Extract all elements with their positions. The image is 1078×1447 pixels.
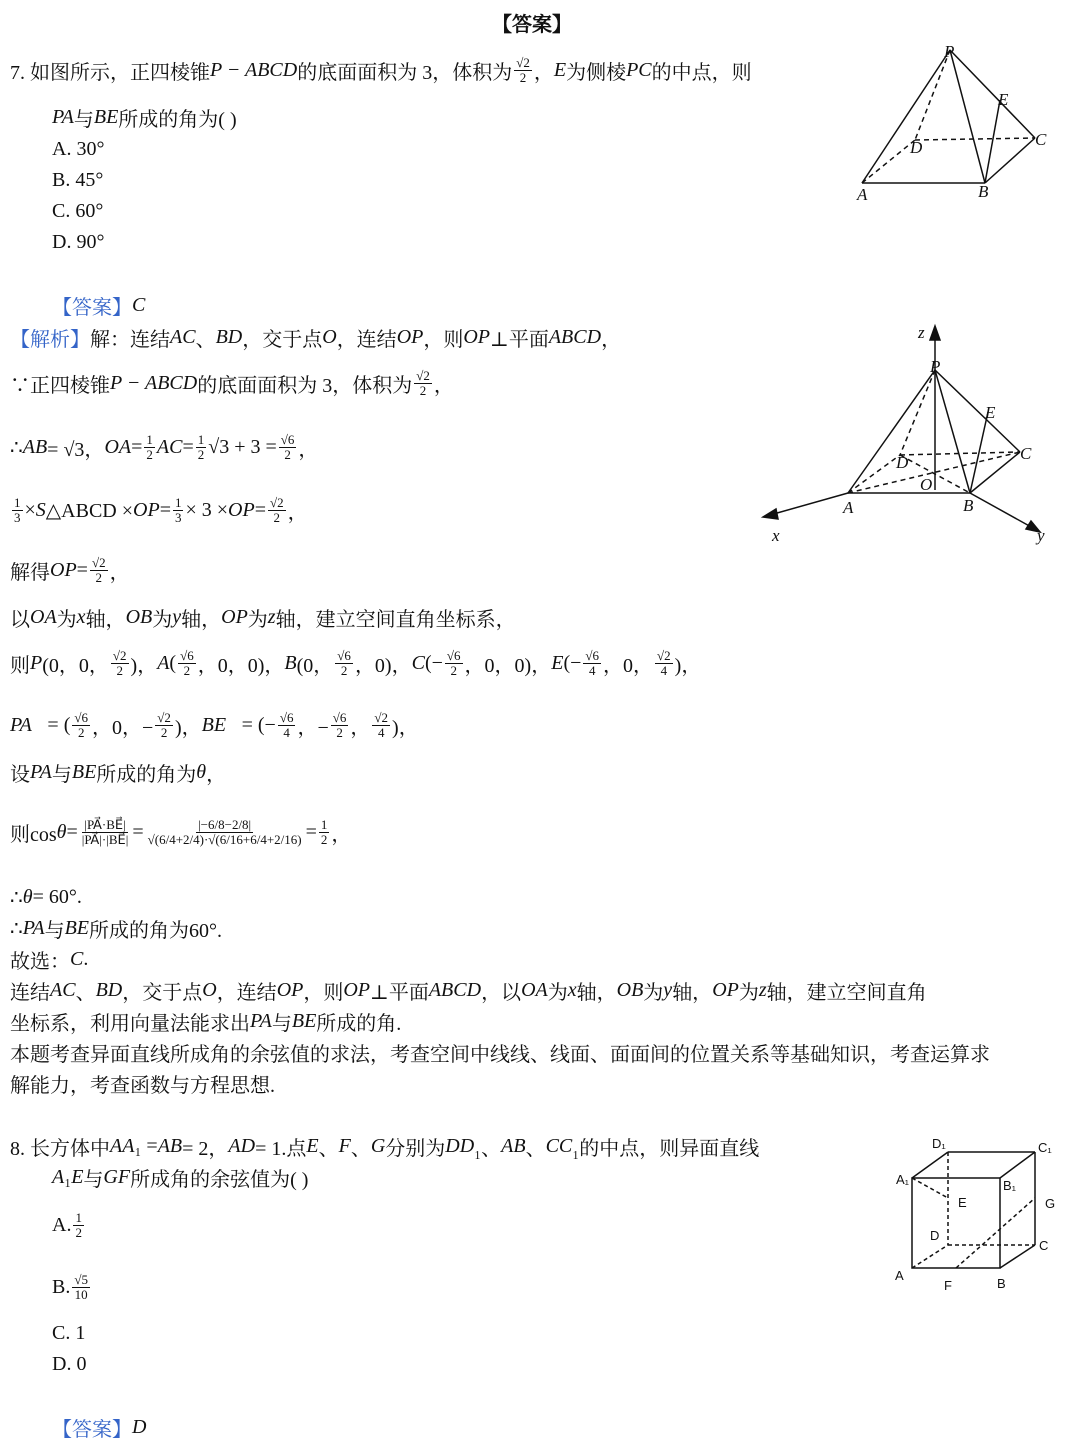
figure-label-p: P xyxy=(930,357,941,376)
text: 坐标系，利用向量法能求出 xyxy=(10,1012,250,1035)
text: ₁、 xyxy=(474,1137,502,1160)
math-symbol: AD xyxy=(228,1134,256,1157)
numerator: |PA⃗·BE⃗| xyxy=(84,816,126,832)
text: = xyxy=(131,435,143,458)
math-symbol: E xyxy=(306,1134,319,1157)
text: 的底面面积为 3，体积为 xyxy=(297,61,513,84)
numerator: √6 xyxy=(446,647,461,663)
text: ⊥平面 xyxy=(370,981,429,1004)
text: ，0，− xyxy=(92,716,154,739)
text: 所成的角为60°. xyxy=(89,919,223,942)
math-symbol: AA xyxy=(110,1134,135,1157)
math-symbol: x xyxy=(567,978,577,1001)
numerator: √6 xyxy=(585,647,600,663)
math-symbol: BD xyxy=(95,978,123,1001)
text: 8. 长方体中 xyxy=(10,1137,110,1160)
denominator: 10 xyxy=(74,1286,88,1302)
math-symbol: OP xyxy=(133,498,160,521)
figure-label-x: x xyxy=(772,526,780,545)
text: ₁ = xyxy=(134,1134,158,1157)
denominator: 2 xyxy=(75,1224,82,1240)
text: = 1.点 xyxy=(255,1137,307,1160)
math-symbol: OP xyxy=(396,325,424,348)
math-symbol: ABCD xyxy=(548,325,602,348)
denominator: 3 xyxy=(14,509,21,525)
math-symbol: C xyxy=(411,651,425,674)
math-symbol: S xyxy=(35,498,46,521)
figure-label-a: A xyxy=(843,498,854,517)
numerator: √2 xyxy=(91,554,106,570)
text: ，交于点 xyxy=(122,981,203,1004)
math-symbol: OB xyxy=(616,978,644,1001)
math-symbol: AB xyxy=(157,1134,183,1157)
math-symbol: BE xyxy=(93,105,119,128)
text: = 60°. xyxy=(32,885,82,908)
math-symbol: PC xyxy=(626,58,652,81)
denominator: 2 xyxy=(160,724,168,740)
text: B. 45° xyxy=(52,168,104,191)
numerator: √2 xyxy=(516,54,530,70)
text: 为 xyxy=(247,608,268,631)
text: A. xyxy=(52,1213,72,1236)
math-symbol: y xyxy=(172,605,182,628)
math-symbol: E xyxy=(71,1165,84,1188)
figure-label-c: C xyxy=(1035,130,1047,149)
answer-header: 【答案】 xyxy=(492,13,572,36)
text: = xyxy=(305,820,317,843)
text: ₁的中点，则异面直线 xyxy=(572,1137,760,1160)
numerator: √2 xyxy=(374,709,389,725)
numerator: √2 xyxy=(416,367,430,383)
text: ， xyxy=(298,438,319,461)
math-symbol: D xyxy=(132,1415,147,1438)
numerator: √6 xyxy=(280,431,295,447)
text: × xyxy=(24,498,36,521)
text: . xyxy=(83,947,89,970)
math-symbol: OB xyxy=(125,605,153,628)
text: ， xyxy=(350,716,371,739)
math-symbol: PA⃗ xyxy=(10,713,48,736)
text: = xyxy=(182,435,194,458)
math-symbol: OA xyxy=(104,435,132,458)
text: ∴ xyxy=(10,436,23,459)
denominator: 3 xyxy=(174,509,182,525)
figure-label-a: A xyxy=(857,185,868,204)
math-symbol: PA xyxy=(30,760,52,783)
math-symbol: OA xyxy=(521,978,548,1001)
text: √3 + 3 = xyxy=(208,435,277,458)
text: = xyxy=(254,498,266,521)
text: 分别为 xyxy=(385,1137,446,1160)
pyramid-figure xyxy=(862,50,1035,183)
numerator: √6 xyxy=(279,709,294,725)
denominator: 2 xyxy=(284,446,291,462)
text: ， xyxy=(601,328,622,351)
figure-label-a1: A₁ xyxy=(896,1172,910,1187)
text: ∴ xyxy=(10,917,23,940)
denominator: 2 xyxy=(77,724,85,740)
text: = √3， xyxy=(47,438,105,461)
numerator: 1 xyxy=(174,494,182,510)
numerator: √6 xyxy=(337,647,351,663)
math-symbol: ABCD xyxy=(428,978,482,1001)
denominator: 2 xyxy=(519,69,527,85)
text: 的底面面积为 3，体积为 xyxy=(197,374,413,397)
text: 、 xyxy=(350,1137,371,1160)
text: 7. 如图所示，正四棱锥 xyxy=(10,61,210,84)
text: × 3 × xyxy=(185,498,229,521)
denominator: 2 xyxy=(197,446,205,462)
figure-label-e: E xyxy=(998,90,1009,109)
coordinate-pyramid-figure xyxy=(763,326,1040,532)
figure-label-d: D xyxy=(896,453,909,472)
numerator: √6 xyxy=(180,647,194,663)
text: 与 xyxy=(51,763,72,786)
text: ， xyxy=(109,561,130,584)
math-symbol: AC xyxy=(156,435,183,458)
math-symbol: BE⃗ xyxy=(201,713,242,736)
figure-label-e: E xyxy=(985,403,996,422)
text: 与 xyxy=(83,1168,104,1191)
math-symbol: y xyxy=(663,978,673,1001)
text: ，以 xyxy=(481,981,522,1004)
text: 与 xyxy=(44,919,65,942)
figure-label-b: B xyxy=(978,182,989,201)
text: C. 1 xyxy=(52,1321,86,1344)
text: 轴， xyxy=(85,608,126,631)
math-symbol: E xyxy=(551,651,564,674)
math-symbol: G xyxy=(370,1134,386,1157)
text: ， xyxy=(433,374,454,397)
math-symbol: CC xyxy=(545,1134,573,1157)
math-symbol: OP xyxy=(343,978,371,1001)
numerator: √2 xyxy=(269,494,284,510)
math-symbol: PA xyxy=(52,105,74,128)
denominator: 2 xyxy=(273,509,281,525)
text: = ( xyxy=(47,713,71,736)
text: = xyxy=(159,498,171,521)
numerator: √2 xyxy=(157,709,171,725)
text: ，则 xyxy=(423,328,464,351)
text: 轴， xyxy=(672,981,713,1004)
text: ，− xyxy=(297,716,329,739)
math-symbol: OA xyxy=(30,605,57,628)
math-symbol: AB xyxy=(22,435,48,458)
denominator: 2 xyxy=(419,382,427,398)
denominator: 2 xyxy=(320,831,328,847)
text: )， xyxy=(130,654,158,677)
text: 的中点，则 xyxy=(651,61,752,84)
math-symbol: E xyxy=(553,58,567,81)
math-symbol: PA xyxy=(22,916,45,939)
text: ∵正四棱锥 xyxy=(10,374,110,397)
text: 、 xyxy=(318,1137,339,1160)
numerator: 1 xyxy=(14,494,21,510)
text: ，连结 xyxy=(216,981,277,1004)
text: 则cos xyxy=(10,823,57,846)
figure-label-z: z xyxy=(918,323,925,342)
text: (− xyxy=(424,651,443,674)
figure-label-b1: B₁ xyxy=(1003,1178,1017,1193)
math-symbol: PA xyxy=(250,1009,272,1032)
math-symbol: A xyxy=(52,1165,65,1188)
math-symbol: OP xyxy=(50,558,77,581)
text: ， xyxy=(533,61,554,84)
numerator: √6 xyxy=(74,709,89,725)
text: 所成的角. xyxy=(316,1012,402,1035)
figure-label-a: A xyxy=(895,1268,904,1283)
math-symbol: F xyxy=(338,1134,351,1157)
denominator: 2 xyxy=(116,662,123,678)
denominator: 4 xyxy=(377,724,385,740)
text: 所成的角为( ) xyxy=(118,108,237,131)
denominator: √(6/4+2/4)·√(6/16+6/4+2/16) xyxy=(147,831,302,847)
numerator: 1 xyxy=(75,1209,82,1225)
denominator: 4 xyxy=(660,662,668,678)
math-symbol: BE xyxy=(291,1009,317,1032)
denominator: 2 xyxy=(450,662,457,678)
text: ( xyxy=(169,651,177,674)
section-label: 【答案】 xyxy=(52,1418,132,1441)
figure-label-g: G xyxy=(1045,1196,1056,1211)
math-symbol: θ xyxy=(196,760,207,783)
text: 故选： xyxy=(10,950,70,973)
math-symbol: OP xyxy=(221,605,248,628)
text: 所成角的余弦值为( ) xyxy=(130,1168,309,1191)
text: 轴，建立空间直角 xyxy=(766,981,927,1004)
math-symbol: OP xyxy=(276,978,304,1001)
denominator: 2 xyxy=(95,569,103,585)
text: (0， xyxy=(296,654,334,677)
text: 为侧棱 xyxy=(566,61,627,84)
math-symbol: P − ABCD xyxy=(210,58,298,81)
denominator: 4 xyxy=(588,662,596,678)
text: 轴， xyxy=(576,981,617,1004)
cuboid-figure xyxy=(912,1152,1035,1268)
text: ，0)， xyxy=(354,654,412,677)
numerator: 1 xyxy=(320,816,328,832)
math-symbol: DD xyxy=(445,1134,475,1157)
text: ∴ xyxy=(10,886,23,909)
text: 为 xyxy=(152,608,173,631)
text: ₁ xyxy=(64,1165,72,1188)
math-symbol: C xyxy=(132,293,146,316)
text: ，连结 xyxy=(336,328,397,351)
figure-label-e: E xyxy=(958,1195,967,1210)
math-symbol: BD xyxy=(215,325,243,348)
figure-label-c: C xyxy=(1039,1238,1049,1253)
text: D. 90° xyxy=(52,230,105,253)
math-symbol: x xyxy=(76,605,86,628)
text: ，0， xyxy=(603,654,654,677)
text: A. 30° xyxy=(52,137,105,160)
text: (− xyxy=(563,651,582,674)
math-symbol: B xyxy=(284,651,297,674)
math-symbol: P xyxy=(30,651,43,674)
figure-label-o: O xyxy=(920,475,933,494)
numerator: √2 xyxy=(657,647,671,663)
math-symbol: OP xyxy=(712,978,739,1001)
figure-label-c: C xyxy=(1020,444,1032,463)
figure-label-f: F xyxy=(944,1278,952,1293)
text: = (− xyxy=(241,713,276,736)
figure-label-c1: C₁ xyxy=(1038,1140,1052,1155)
text: = xyxy=(132,820,144,843)
denominator: 4 xyxy=(283,724,290,740)
text: 、 xyxy=(75,981,96,1004)
text: )， xyxy=(674,654,702,677)
text: )， xyxy=(174,716,202,739)
text: ， xyxy=(206,763,227,786)
text: 轴， xyxy=(181,608,222,631)
section-label: 【解析】 xyxy=(10,328,90,351)
text: = xyxy=(76,558,88,581)
denominator: 2 xyxy=(340,662,348,678)
text: 解：连结 xyxy=(90,328,170,351)
numerator: 1 xyxy=(197,431,205,447)
denominator: 2 xyxy=(146,446,153,462)
text: 为 xyxy=(56,608,77,631)
text: ，交于点 xyxy=(242,328,323,351)
numerator: √6 xyxy=(332,709,347,725)
text: 以 xyxy=(10,608,30,631)
text: 为 xyxy=(643,981,664,1004)
text: ，0，0)， xyxy=(464,654,552,677)
figure-label-d: D xyxy=(910,138,923,157)
math-symbol: AC xyxy=(50,978,76,1001)
text: 设 xyxy=(10,763,30,786)
math-symbol: BE xyxy=(64,916,90,939)
text: = xyxy=(66,820,78,843)
math-symbol: θ xyxy=(56,820,67,843)
math-symbol: BE xyxy=(71,760,97,783)
text: 轴，建立空间直角坐标系， xyxy=(275,608,516,631)
numerator: √5 xyxy=(74,1271,88,1287)
denominator: |PA⃗|·|BE⃗| xyxy=(81,831,129,847)
text: ， xyxy=(287,501,308,524)
math-symbol: z xyxy=(758,978,767,1001)
text: 、 xyxy=(525,1137,546,1160)
math-symbol: z xyxy=(267,605,276,628)
numerator: 1 xyxy=(146,431,153,447)
text: ， xyxy=(331,823,352,846)
text: 所成的角为 xyxy=(96,763,197,786)
text: 与 xyxy=(73,108,94,131)
text: 解得 xyxy=(10,561,50,584)
denominator: 2 xyxy=(336,724,343,740)
math-symbol: AC xyxy=(170,325,196,348)
figure-label-d1: D₁ xyxy=(932,1136,946,1151)
math-symbol: GF xyxy=(103,1165,131,1188)
math-symbol: OP xyxy=(463,325,491,348)
math-symbol: P − ABCD xyxy=(110,371,198,394)
text: 为 xyxy=(547,981,568,1004)
text: 解能力，考查函数与方程思想. xyxy=(10,1074,275,1097)
text: 连结 xyxy=(10,981,50,1004)
figure-label-b: B xyxy=(963,496,974,515)
text: ⊥平面 xyxy=(490,328,549,351)
text: (0，0， xyxy=(42,654,109,677)
numerator: √2 xyxy=(112,647,127,663)
text: D. 0 xyxy=(52,1352,87,1375)
figure-label-b: B xyxy=(997,1276,1006,1291)
math-symbol: θ xyxy=(22,885,33,908)
text: ，0，0)， xyxy=(197,654,285,677)
text: ，则 xyxy=(303,981,344,1004)
text: 为 xyxy=(738,981,759,1004)
math-symbol: O xyxy=(322,325,337,348)
numerator: |−6/8−2/8| xyxy=(198,816,252,832)
text: C. 60° xyxy=(52,199,104,222)
figure-label-d: D xyxy=(930,1228,940,1243)
math-symbol: OP xyxy=(228,498,255,521)
text: 、 xyxy=(195,328,216,351)
text: 与 xyxy=(271,1012,292,1035)
text: △ABCD × xyxy=(45,499,134,522)
text: B. xyxy=(52,1275,71,1298)
math-symbol: O xyxy=(202,978,217,1001)
text: 则 xyxy=(10,654,30,677)
math-symbol: AB xyxy=(501,1134,526,1157)
text: 本题考查异面直线所成角的余弦值的求法，考查空间中线线、线面、面面间的位置关系等基础知识，考查运算求 xyxy=(10,1043,990,1066)
figure-label-p: P xyxy=(944,42,955,61)
math-symbol: A xyxy=(157,651,170,674)
denominator: 2 xyxy=(183,662,191,678)
math-symbol: C xyxy=(70,947,84,970)
text: )， xyxy=(392,716,419,739)
section-label: 【答案】 xyxy=(52,296,132,319)
figure-label-y: y xyxy=(1037,526,1045,545)
text: = 2， xyxy=(182,1137,229,1160)
